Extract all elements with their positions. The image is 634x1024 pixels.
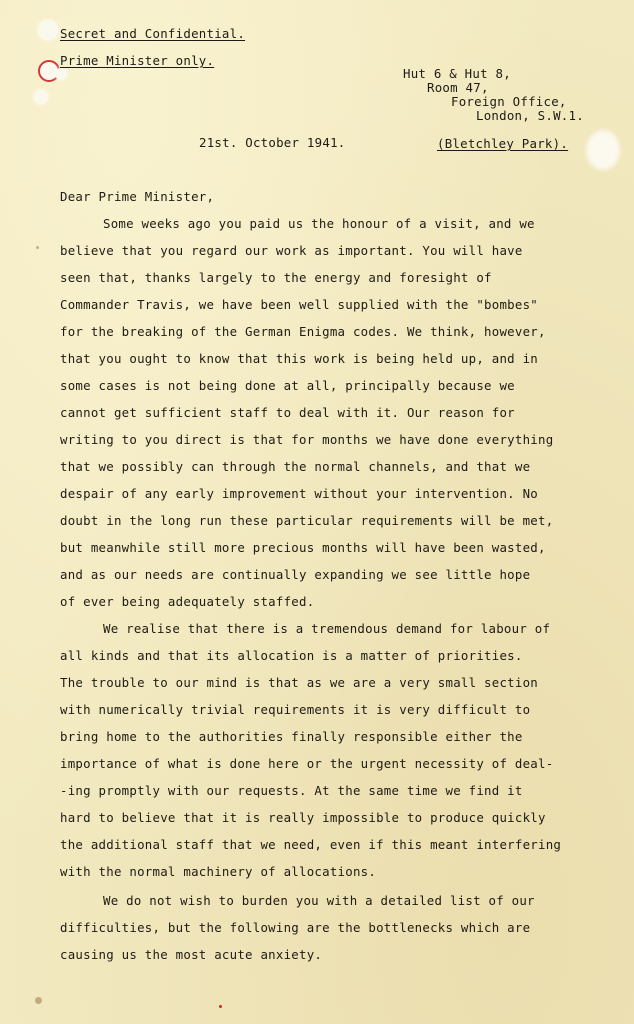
body-line: importance of what is done here or the urgent necessity of deal- bbox=[60, 756, 554, 771]
body-line: for the breaking of the German Enigma codes. We think, however, bbox=[60, 324, 546, 339]
body-line: despair of any early improvement without your intervention. No bbox=[60, 486, 539, 501]
body-line: cannot get sufficient staff to deal with it. Our reason for bbox=[60, 405, 515, 420]
address-line-1: Hut 6 & Hut 8, bbox=[403, 66, 511, 81]
body-line: with numerically trivial requirements it is very difficult to bbox=[60, 702, 531, 717]
body-line: and as our needs are continually expanding we see little hope bbox=[60, 567, 531, 582]
punch-hole-lower bbox=[34, 90, 48, 104]
body-line: with the normal machinery of allocations. bbox=[60, 864, 377, 879]
body-line: that we possibly can through the normal channels, and that we bbox=[60, 459, 531, 474]
recipient-restriction-label: Prime Minister only. bbox=[60, 53, 215, 68]
paper-stain-right bbox=[586, 130, 620, 170]
body-line: We do not wish to burden you with a detailed list of our bbox=[103, 893, 535, 908]
body-line: the additional staff that we need, even if this meant interfering bbox=[60, 837, 562, 852]
body-line: some cases is not being done at all, principally because we bbox=[60, 378, 515, 393]
body-line: causing us the most acute anxiety. bbox=[60, 947, 323, 962]
body-line: but meanwhile still more precious months will have been wasted, bbox=[60, 540, 546, 555]
address-line-2: Room 47, bbox=[427, 80, 489, 95]
body-line: hard to believe that it is really impossible to produce quickly bbox=[60, 810, 546, 825]
body-line: Some weeks ago you paid us the honour of a visit, and we bbox=[103, 216, 535, 231]
body-line: The trouble to our mind is that as we are a very small section bbox=[60, 675, 539, 690]
body-line: seen that, thanks largely to the energy and foresight of bbox=[60, 270, 492, 285]
body-line: doubt in the long run these particular requirements will be met, bbox=[60, 513, 554, 528]
body-line: believe that you regard our work as important. You will have bbox=[60, 243, 523, 258]
paper-speck bbox=[36, 246, 39, 249]
paper-speck bbox=[35, 997, 42, 1004]
classification-label: Secret and Confidential. bbox=[60, 26, 246, 41]
body-line: bring home to the authorities finally responsible either the bbox=[60, 729, 523, 744]
body-line: that you ought to know that this work is being held up, and in bbox=[60, 351, 539, 366]
punch-hole-top bbox=[38, 20, 58, 40]
body-line: We realise that there is a tremendous demand for labour of bbox=[103, 621, 551, 636]
punch-hole-small bbox=[55, 68, 67, 80]
body-line: -ing promptly with our requests. At the same time we find it bbox=[60, 783, 523, 798]
letter-date: 21st. October 1941. bbox=[199, 135, 346, 150]
paper-red-mark bbox=[219, 1005, 222, 1008]
letter-location: (Bletchley Park). bbox=[437, 136, 569, 151]
salutation: Dear Prime Minister, bbox=[60, 189, 215, 204]
body-line: all kinds and that its allocation is a matter of priorities. bbox=[60, 648, 523, 663]
address-line-4: London, S.W.1. bbox=[476, 108, 584, 123]
body-line: Commander Travis, we have been well supplied with the "bombes" bbox=[60, 297, 539, 312]
body-line: difficulties, but the following are the bottlenecks which are bbox=[60, 920, 531, 935]
body-line: writing to you direct is that for months we have done everything bbox=[60, 432, 554, 447]
body-line: of ever being adequately staffed. bbox=[60, 594, 315, 609]
address-line-3: Foreign Office, bbox=[451, 94, 567, 109]
